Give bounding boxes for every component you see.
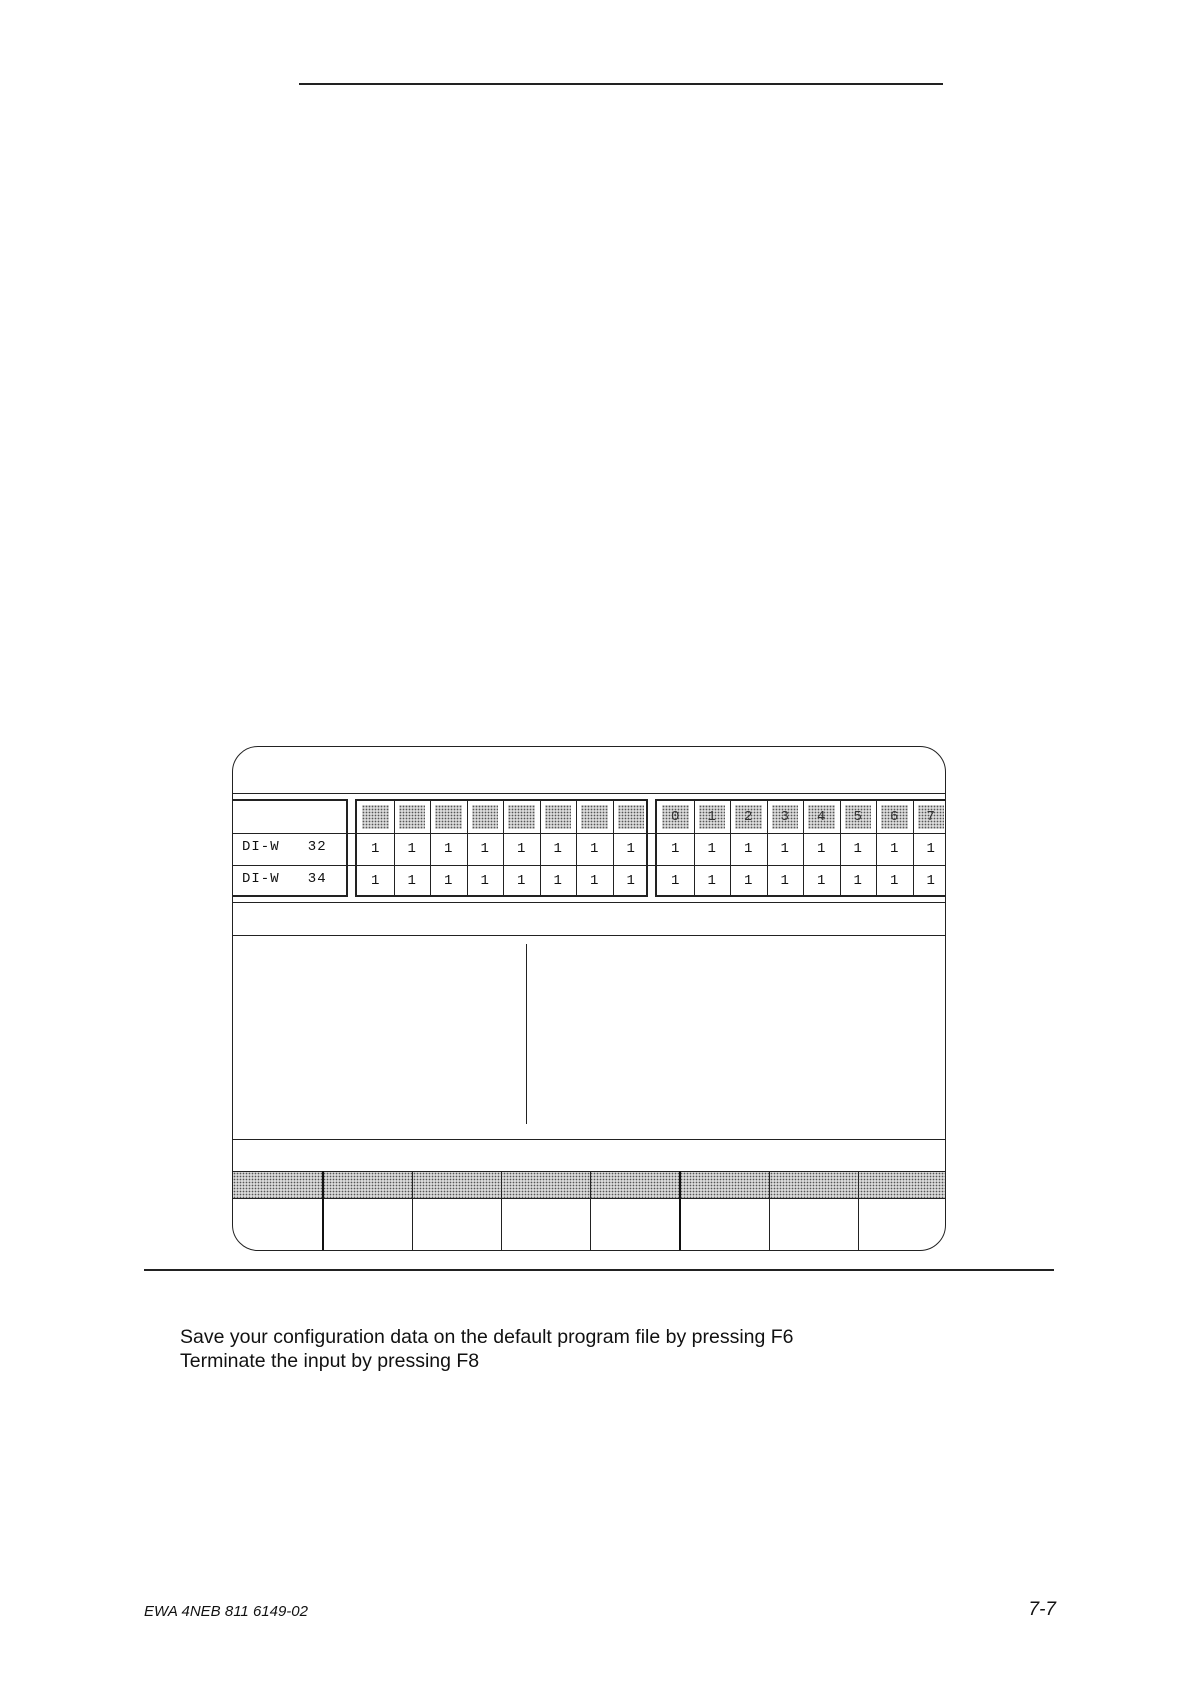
bit-header-shade xyxy=(472,805,499,829)
page-number: 7-7 xyxy=(1028,1599,1056,1620)
screen-divider xyxy=(233,902,945,903)
screen-divider xyxy=(233,793,945,794)
softkey-f4[interactable] xyxy=(501,1197,590,1251)
softkey-f2[interactable] xyxy=(322,1197,411,1251)
bit-header-shade xyxy=(545,805,572,829)
bit-value-cell[interactable]: 1 xyxy=(590,873,599,889)
bit-value-cell[interactable]: 1 xyxy=(480,841,489,857)
softkey-f6[interactable] xyxy=(679,1197,768,1251)
bit-value-cell[interactable]: 1 xyxy=(444,873,453,889)
bit-header-cell xyxy=(576,801,613,833)
bit-value-cell[interactable]: 1 xyxy=(744,841,753,857)
bit-value-cell[interactable]: 1 xyxy=(371,873,380,889)
bit-value-cell[interactable]: 1 xyxy=(817,873,826,889)
bit-header-cell xyxy=(840,801,877,833)
bit-value-cell[interactable]: 1 xyxy=(853,841,862,857)
bit-row-divider xyxy=(233,833,945,834)
bit-header-cell xyxy=(394,801,431,833)
bit-value-cell[interactable]: 1 xyxy=(626,841,635,857)
bit-value-cell[interactable]: 1 xyxy=(671,841,680,857)
screen-divider xyxy=(233,1139,945,1140)
bit-header-cell xyxy=(767,801,804,833)
bit-value-cell[interactable]: 1 xyxy=(407,873,416,889)
row-label: DI-W 34 xyxy=(242,871,327,887)
bit-value-cell[interactable]: 1 xyxy=(407,841,416,857)
softkey-f7[interactable] xyxy=(769,1197,858,1251)
bit-value-cell[interactable]: 1 xyxy=(444,841,453,857)
softkey-f1[interactable] xyxy=(233,1197,322,1251)
softkey-bar xyxy=(233,1171,945,1199)
bit-header-shade xyxy=(362,805,389,829)
bit-value-cell[interactable]: 1 xyxy=(553,873,562,889)
softkey-f3[interactable] xyxy=(412,1197,501,1251)
bit-value-cell[interactable]: 1 xyxy=(707,841,716,857)
bit-value-cell[interactable]: 1 xyxy=(480,873,489,889)
bit-header-cell xyxy=(730,801,767,833)
bit-value-cell[interactable]: 1 xyxy=(517,873,526,889)
bit-header-cell xyxy=(657,801,694,833)
bit-value-cell[interactable]: 1 xyxy=(590,841,599,857)
bit-value-cell[interactable]: 1 xyxy=(553,841,562,857)
terminal-screen xyxy=(232,746,946,1251)
bit-value-cell[interactable]: 1 xyxy=(890,873,899,889)
bit-header-cell xyxy=(803,801,840,833)
bit-header-cell xyxy=(613,801,650,833)
panel-divider xyxy=(526,944,527,1124)
instruction-save: Save your configuration data on the default program file by pressing F6 xyxy=(180,1326,794,1348)
bit-header-cell xyxy=(540,801,577,833)
bit-header-cell xyxy=(503,801,540,833)
instruction-terminate: Terminate the input by pressing F8 xyxy=(180,1350,480,1372)
bit-value-cell[interactable]: 1 xyxy=(707,873,716,889)
top-rule xyxy=(299,83,943,85)
bit-header-shade xyxy=(508,805,535,829)
bit-header-number: 1 xyxy=(707,809,716,825)
bit-value-cell[interactable]: 1 xyxy=(626,873,635,889)
bit-header-cell xyxy=(430,801,467,833)
bit-header-cell xyxy=(467,801,504,833)
bit-value-cell[interactable]: 1 xyxy=(517,841,526,857)
bit-value-cell[interactable]: 1 xyxy=(780,841,789,857)
softkey-f5[interactable] xyxy=(590,1197,679,1251)
bit-value-cell[interactable]: 1 xyxy=(817,841,826,857)
bit-header-number: 6 xyxy=(890,809,899,825)
bit-header-cell xyxy=(876,801,913,833)
bottom-rule xyxy=(144,1269,1054,1271)
bit-header-cell xyxy=(913,801,947,833)
bit-value-cell[interactable]: 1 xyxy=(926,873,935,889)
bit-header-shade xyxy=(581,805,608,829)
bit-value-cell[interactable]: 1 xyxy=(780,873,789,889)
bit-header-number: 3 xyxy=(780,809,789,825)
bit-value-cell[interactable]: 1 xyxy=(671,873,680,889)
bit-value-cell[interactable]: 1 xyxy=(926,841,935,857)
row-label: DI-W 32 xyxy=(242,839,327,855)
bit-header-shade xyxy=(435,805,462,829)
bit-value-cell[interactable]: 1 xyxy=(853,873,862,889)
bit-header-shade xyxy=(618,805,645,829)
bit-value-cell[interactable]: 1 xyxy=(744,873,753,889)
softkey-f8[interactable] xyxy=(858,1197,946,1251)
bit-header-cell xyxy=(357,801,394,833)
bit-header-cell xyxy=(694,801,731,833)
bit-header-number: 2 xyxy=(744,809,753,825)
bit-value-cell[interactable]: 1 xyxy=(890,841,899,857)
bit-header-number: 7 xyxy=(926,809,935,825)
document-id: EWA 4NEB 811 6149-02 xyxy=(144,1603,308,1620)
screen-divider xyxy=(233,935,945,936)
bit-row-divider xyxy=(233,865,945,866)
bit-header-shade xyxy=(399,805,426,829)
bit-header-number: 5 xyxy=(853,809,862,825)
bit-value-cell[interactable]: 1 xyxy=(371,841,380,857)
bit-header-number: 0 xyxy=(671,809,680,825)
bit-header-number: 4 xyxy=(817,809,826,825)
